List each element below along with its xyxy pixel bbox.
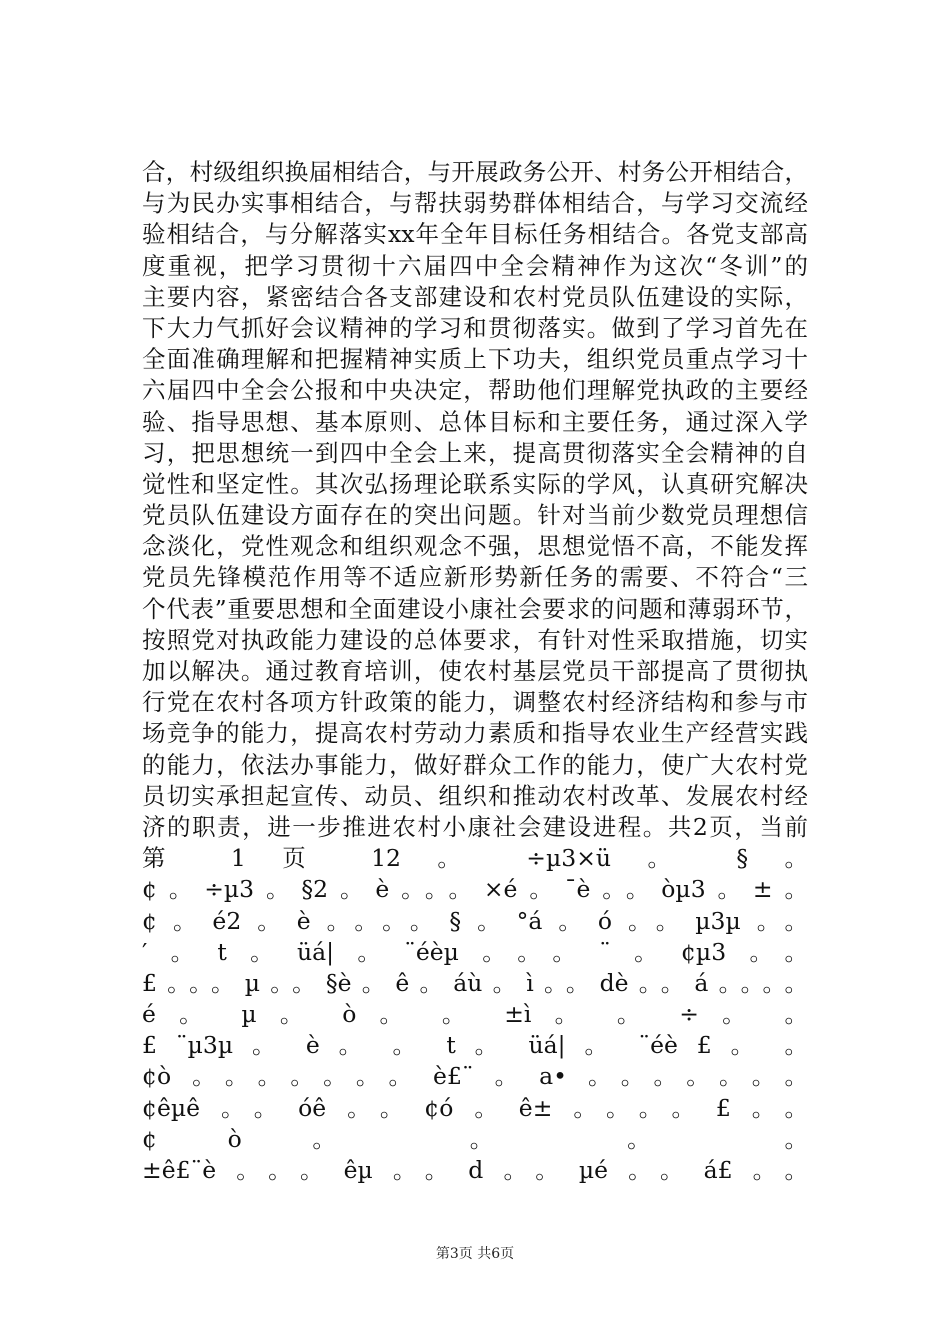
text-line: ¢ ò 。 。 。 。 <box>142 1124 808 1153</box>
text-line: 与为民办实事相结合，与帮扶弱势群体相结合，与学习交流经 <box>142 189 808 218</box>
text-line: 合，村级组织换届相结合，与开展政务公开、村务公开相结合， <box>142 158 808 186</box>
document-body <box>142 157 808 1186</box>
text-line: 个代表”重要思想和全面建设小康社会要求的问题和薄弱环节， <box>142 594 808 623</box>
text-line: é 。 µ 。 ò 。 。 ±ì 。 。 ÷ 。 。 <box>142 1000 808 1029</box>
text-line: 主要内容，紧密结合各支部建设和农村党员队伍建设的实际， <box>142 282 808 311</box>
text-line: 加以解决。通过教育培训，使农村基层党员干部提高了贯彻执 <box>142 657 808 685</box>
text-line: ±ê£¨è。。。êµ。。d。。µé。。á£。。 <box>142 1156 808 1184</box>
text-line: ¢ò。。。。。。。è£¨。a•。。。。。。。 <box>142 1062 808 1091</box>
text-line: ¢。é2。è。。。。§。°á。ó。。µ3µ。。 <box>142 906 808 935</box>
text-line: 六届四中全会公报和中央决定，帮助他们理解党执政的主要经 <box>142 376 808 405</box>
text-line: 度重视，把学习贯彻十六届四中全会精神作为这次“冬训”的 <box>142 251 808 280</box>
text-line: 全面准确理解和把握精神实质上下功夫，组织党员重点学习十 <box>142 345 808 374</box>
text-line: 济的职责，进一步推进农村小康社会建设进程。共2页，当前 <box>142 812 808 841</box>
text-line: 党员队伍建设方面存在的突出问题。针对当前少数党员理想信 <box>142 501 808 530</box>
text-line: 念淡化，党性观念和组织观念不强，思想觉悟不高，不能发挥 <box>142 532 808 561</box>
text-line: 按照党对执政能力建设的总体要求，有针对性采取措施，切实 <box>142 625 808 654</box>
text-line: 觉性和坚定性。其次弘扬理论联系实际的学风，认真研究解决 <box>142 469 808 498</box>
text-line: ¢。÷µ3。§2。è。。。×é。¯è。。òµ3。±。 <box>142 875 808 904</box>
text-line: 的能力，依法办事能力，做好群众工作的能力，使广大农村党 <box>142 750 808 779</box>
text-line: 验、指导思想、基本原则、总体目标和主要任务，通过深入学 <box>142 407 808 436</box>
text-line: 验相结合，与分解落实xx年全年目标任务相结合。各党支部高 <box>142 220 808 249</box>
text-line: £。。。µ。。§è。ê。áù。ì。。dè。。á。。。。 <box>142 968 808 997</box>
text-line: 行党在农村各项方针政策的能力，调整农村经济结构和参与市 <box>142 688 808 717</box>
text-line: 第 1 页 12 。 ÷µ3×ü 。 § 。 <box>142 844 808 873</box>
text-line: 习，把思想统一到四中全会上来，提高贯彻落实全会精神的自 <box>142 438 808 467</box>
page-footer: 第3页 共6页 <box>435 1246 515 1262</box>
text-line: ′。t。üá|。¨éèµ。。。¨。¢µ3。。 <box>142 937 808 966</box>
text-line: 员切实承担起宣传、动员、组织和推动农村改革、发展农村经 <box>142 781 808 810</box>
text-line: £ ¨µ3µ 。 è 。 。 t 。 üá| 。 ¨éè £ 。 。 <box>142 1031 808 1060</box>
text-line: 党员先锋模范作用等不适应新形势新任务的需要、不符合“三 <box>142 563 808 592</box>
text-line: 场竞争的能力，提高农村劳动力素质和指导农业生产经营实践 <box>142 719 808 748</box>
text-line: ¢êµê。。óê。。¢ó。ê±。。。。£。。 <box>142 1093 808 1122</box>
text-line: 下大力气抓好会议精神的学习和贯彻落实。做到了学习首先在 <box>142 313 808 342</box>
